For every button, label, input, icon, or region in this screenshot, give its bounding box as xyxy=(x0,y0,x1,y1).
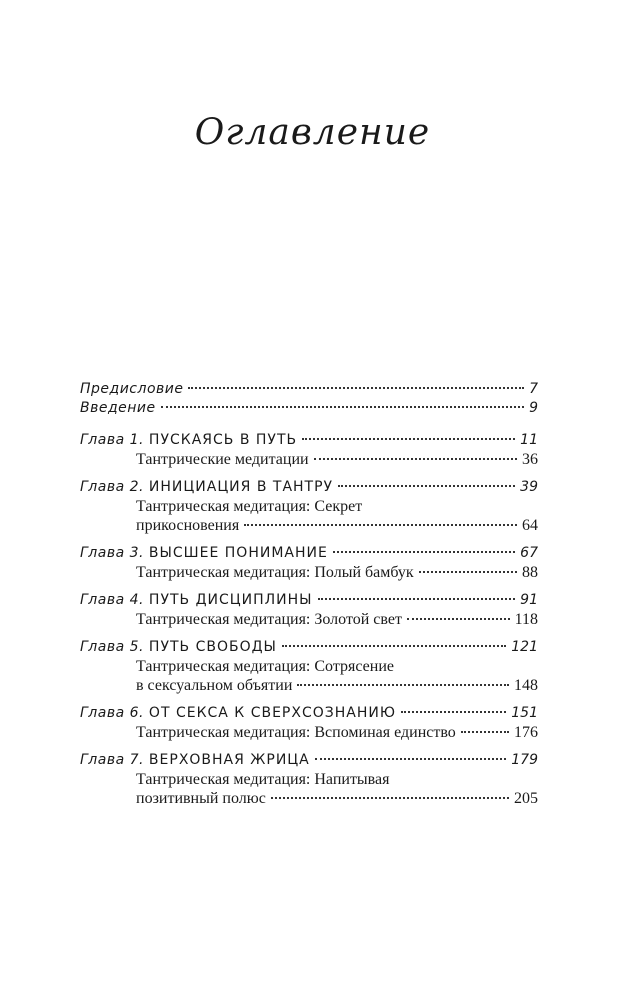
toc-entry-meditation-3[interactable] xyxy=(80,563,538,582)
chapter-label xyxy=(80,591,313,610)
toc-entry-preface[interactable] xyxy=(80,380,538,399)
chapter-label xyxy=(80,431,297,450)
toc-page-number: 176 xyxy=(514,724,538,741)
dot-leader xyxy=(314,458,517,460)
dot-leader xyxy=(161,406,524,408)
toc-entry-meditation-7[interactable] xyxy=(80,789,538,808)
chapter-label xyxy=(80,704,396,723)
dot-leader xyxy=(315,758,507,760)
toc-entry-chapter-6[interactable] xyxy=(80,704,538,723)
toc-page-number: 36 xyxy=(522,451,538,468)
dot-leader xyxy=(401,711,506,713)
toc-entry-chapter-5[interactable] xyxy=(80,638,538,657)
meditation-label-line-2: прикосновения xyxy=(136,517,240,534)
meditation-label-line-2: в сексуальном объятии xyxy=(136,677,293,694)
toc-page-number: 179 xyxy=(511,752,538,768)
toc-entry-meditation-2[interactable] xyxy=(80,516,538,535)
toc-entry-label: Предисловие xyxy=(80,381,184,397)
dot-leader xyxy=(271,797,509,799)
chapter-title: ПУТЬ СВОБОДЫ xyxy=(148,639,277,655)
dot-leader xyxy=(302,438,515,440)
dot-leader xyxy=(338,485,515,487)
meditation-label: Тантрическая медитация: Золотой свет xyxy=(136,611,402,628)
dot-leader xyxy=(318,598,516,600)
chapter-label xyxy=(80,478,333,497)
toc-page-number: 88 xyxy=(522,564,538,581)
toc-page-number: 39 xyxy=(520,479,538,495)
table-of-contents xyxy=(80,380,538,808)
meditation-label: Тантрическая медитация: Вспоминая единство xyxy=(136,724,456,741)
chapter-title: ВЕРХОВНАЯ ЖРИЦА xyxy=(148,752,310,768)
chapter-prefix: Глава 4. xyxy=(80,592,149,608)
dot-leader xyxy=(244,524,517,526)
chapter-title: ВЫСШЕЕ ПОНИМАНИЕ xyxy=(148,545,328,561)
meditation-label-line-1: Тантрическая медитация: Сотрясение xyxy=(136,658,394,675)
dot-leader xyxy=(333,551,515,553)
toc-entry-meditation-5[interactable] xyxy=(80,676,538,695)
chapter-prefix: Глава 3. xyxy=(80,545,149,561)
toc-page-number: 205 xyxy=(514,790,538,807)
dot-leader xyxy=(282,645,506,647)
dot-leader xyxy=(297,684,509,686)
toc-entry-meditation-6[interactable] xyxy=(80,723,538,742)
chapter-label xyxy=(80,638,277,657)
chapter-prefix: Глава 6. xyxy=(80,705,149,721)
chapter-prefix: Глава 2. xyxy=(80,479,149,495)
chapter-title: ПУТЬ ДИСЦИПЛИНЫ xyxy=(148,592,313,608)
chapter-label xyxy=(80,751,310,770)
toc-entry-chapter-2[interactable] xyxy=(80,478,538,497)
toc-page-number: 118 xyxy=(514,611,538,628)
toc-entry-meditation-1[interactable] xyxy=(80,450,538,469)
dot-leader xyxy=(407,618,510,620)
toc-page-number: 9 xyxy=(529,400,538,416)
toc-page-number: 11 xyxy=(520,432,538,448)
meditation-label: Тантрическая медитация: Полый бамбук xyxy=(136,564,414,581)
dot-leader xyxy=(461,731,509,733)
toc-page-number: 148 xyxy=(514,677,538,694)
chapter-prefix: Глава 1. xyxy=(80,432,149,448)
meditation-label-line-1: Тантрическая медитация: Секрет xyxy=(136,498,363,515)
toc-entry-chapter-3[interactable] xyxy=(80,544,538,563)
toc-entry-chapter-4[interactable] xyxy=(80,591,538,610)
chapter-prefix: Глава 5. xyxy=(80,639,149,655)
dot-leader xyxy=(419,571,517,573)
meditation-label-line-2: позитивный полюс xyxy=(136,790,266,807)
chapter-title: ИНИЦИАЦИЯ В ТАНТРУ xyxy=(148,479,334,495)
toc-entry-label: Введение xyxy=(80,400,156,416)
chapter-title: ОТ СЕКСА К СВЕРХСОЗНАНИЮ xyxy=(148,705,396,721)
dot-leader xyxy=(188,387,524,389)
chapter-title: ПУСКАЯСЬ В ПУТЬ xyxy=(148,432,298,448)
toc-page-number: 67 xyxy=(520,545,538,561)
toc-entry-introduction[interactable] xyxy=(80,399,538,418)
toc-page-number: 121 xyxy=(511,639,538,655)
chapter-label xyxy=(80,544,328,563)
toc-page-number: 64 xyxy=(522,517,538,534)
meditation-label-line-1: Тантрическая медитация: Напитывая xyxy=(136,771,390,788)
toc-entry-meditation-4[interactable] xyxy=(80,610,538,629)
toc-page-number: 91 xyxy=(520,592,538,608)
toc-entry-chapter-1[interactable] xyxy=(80,431,538,450)
chapter-prefix: Глава 7. xyxy=(80,752,149,768)
toc-page-number: 151 xyxy=(511,705,538,721)
page-title: Оглавление xyxy=(194,112,431,153)
meditation-label: Тантрические медитации xyxy=(136,451,309,468)
toc-page-number: 7 xyxy=(529,381,538,397)
toc-entry-chapter-7[interactable] xyxy=(80,751,538,770)
